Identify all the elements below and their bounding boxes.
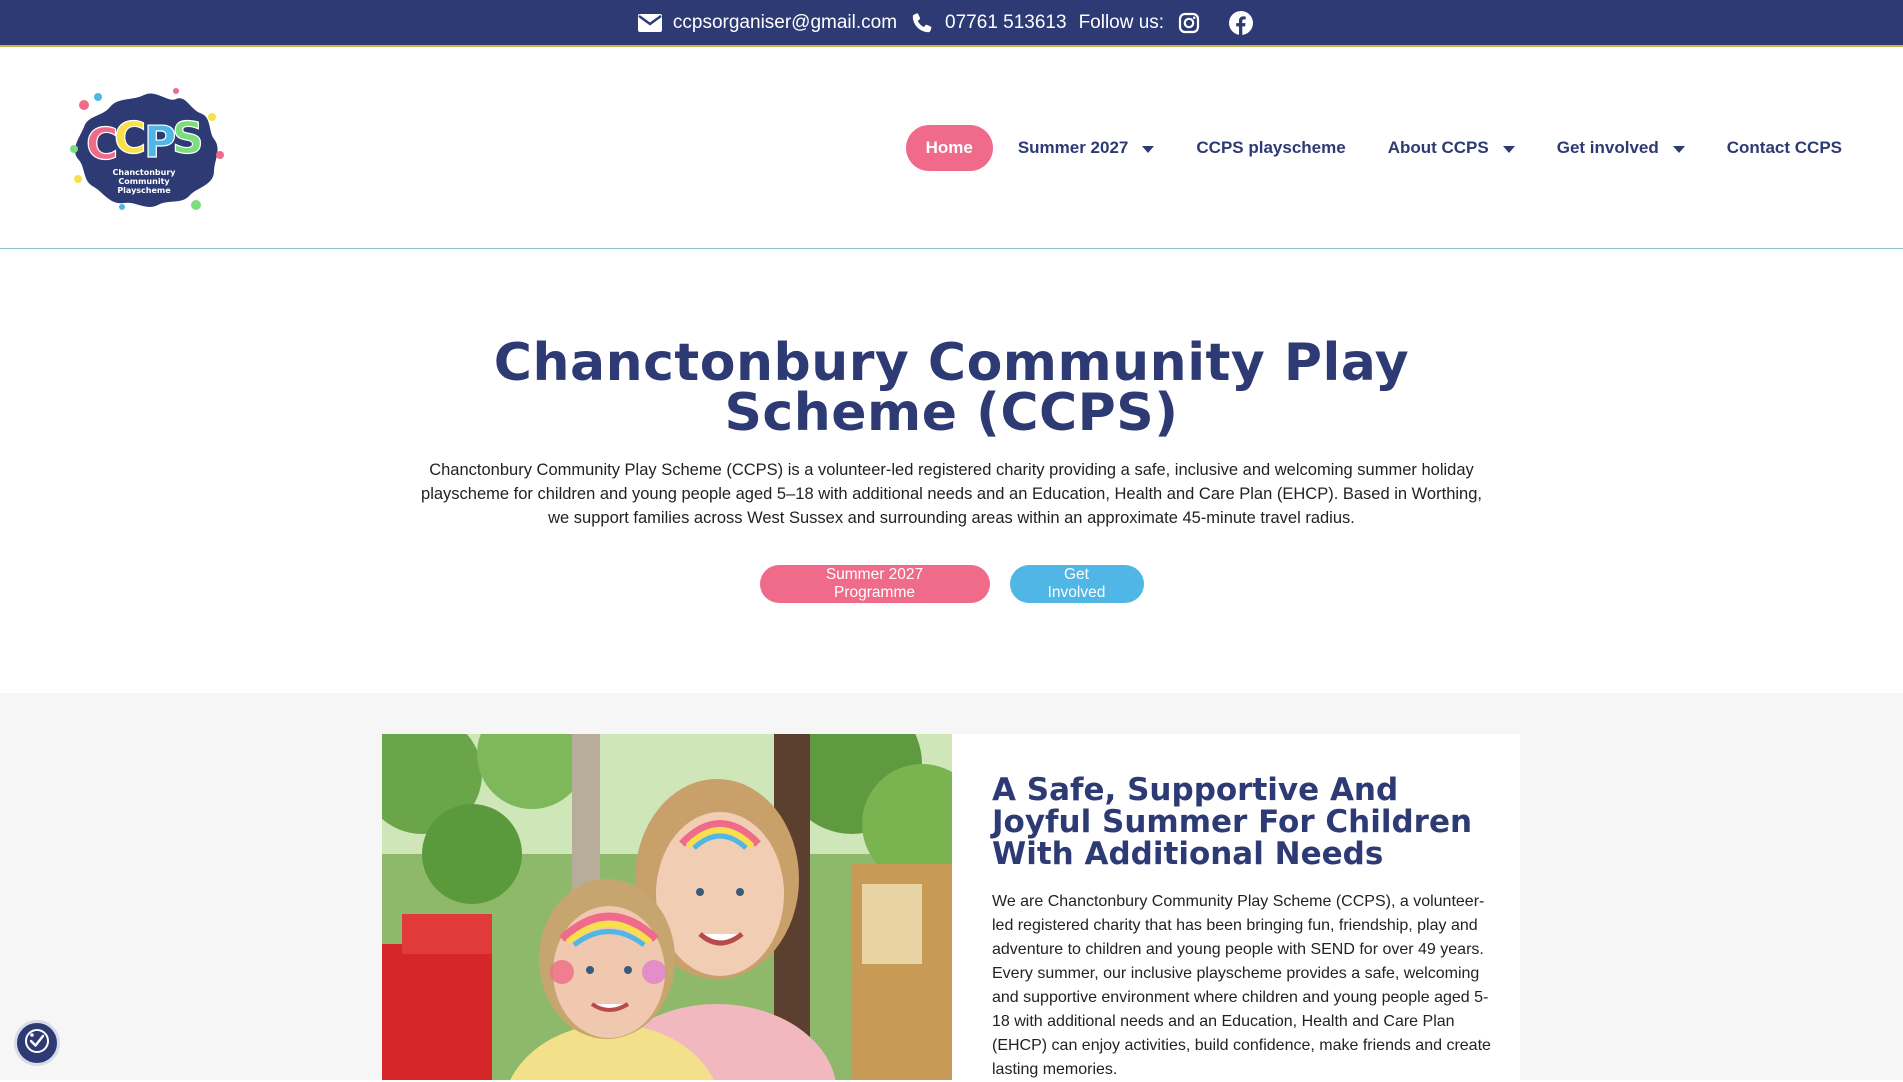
phone-icon — [909, 10, 935, 36]
accessibility-icon — [23, 1027, 51, 1060]
svg-text:C: C — [86, 119, 119, 170]
phone-contact[interactable] — [909, 10, 1067, 36]
nav-ccps-playscheme-label: CCPS playscheme — [1196, 138, 1346, 157]
instagram-icon[interactable] — [1176, 10, 1202, 36]
follow-us — [1079, 10, 1255, 36]
svg-text:Community: Community — [118, 177, 170, 186]
summer-programme-button[interactable]: Summer 2027 Programme — [760, 565, 990, 603]
nav-contact-ccps-label: Contact CCPS — [1726, 138, 1842, 157]
nav-about-ccps[interactable] — [1367, 125, 1536, 171]
nav-get-involved-label: Get involved — [1556, 138, 1659, 157]
nav-summer-2027[interactable] — [997, 125, 1176, 171]
nav-summer-2027-label: Summer 2027 — [1017, 138, 1129, 157]
ccps-logo[interactable] — [64, 87, 224, 212]
email-contact[interactable] — [637, 10, 897, 36]
accessibility-widget-button[interactable] — [14, 1020, 60, 1066]
svg-text:C: C — [114, 113, 147, 164]
chevron-down-icon — [1673, 146, 1685, 153]
phone-text[interactable]: 07761 513613 — [945, 11, 1067, 33]
site-header — [0, 49, 1903, 249]
nav-get-involved[interactable] — [1536, 125, 1706, 171]
nav-home-label: Home — [925, 138, 973, 157]
nav-contact-ccps[interactable] — [1706, 125, 1863, 171]
nav-ccps-playscheme[interactable] — [1175, 125, 1366, 171]
svg-text:Playscheme: Playscheme — [117, 186, 171, 195]
chevron-down-icon — [1503, 146, 1515, 153]
about-heading: A Safe, Supportive And Joyful Summer For Children With Additional Needs — [992, 772, 1473, 872]
main-navigation — [906, 125, 1863, 171]
envelope-icon — [637, 10, 663, 36]
children-face-paint-photo — [382, 734, 952, 1080]
hero-description: Chanctonbury Community Play Scheme (CCPS) is a volunteer-led registered charity providing a safe, inclusive and welcoming summer holiday playscheme for children and young people aged 5–18 with additional needs and an Education, Health and Care Plan (EHCP). Based in Worthing, we support families across West Sussex and surrounding areas within an approximate 45-minute travel radius. — [421, 461, 1482, 527]
svg-text:S: S — [172, 113, 204, 164]
top-contact-bar — [0, 0, 1903, 47]
nav-about-ccps-label: About CCPS — [1387, 138, 1489, 157]
page-title: Chanctonbury Community Play Scheme (CCPS) — [493, 333, 1410, 443]
follow-label: Follow us: — [1078, 11, 1165, 33]
about-card — [952, 734, 1520, 1080]
svg-text:P: P — [144, 117, 177, 168]
about-body: We are Chanctonbury Community Play Scheme (CCPS), a volunteer-led registered charity that has been bringing fun, friendship, play and adventure to children and young people with SEND for over 49 years. Every summer, our inclusive playscheme provides a safe, welcoming and supportive environment where children and young people aged 5-18 with additional needs and an Education, Health and Care Plan (EHCP) can enjoy activities, build confidence, make friends and create lasting memories. — [992, 893, 1491, 1078]
chevron-down-icon — [1142, 146, 1154, 153]
email-text[interactable]: ccpsorganiser@gmail.com — [672, 11, 898, 33]
hero-section — [0, 250, 1903, 693]
hero-buttons — [0, 565, 1903, 603]
get-involved-button[interactable]: Get Involved — [1010, 565, 1144, 603]
facebook-icon[interactable] — [1228, 10, 1254, 36]
svg-text:Chanctonbury: Chanctonbury — [112, 168, 176, 177]
nav-home[interactable] — [906, 125, 993, 171]
